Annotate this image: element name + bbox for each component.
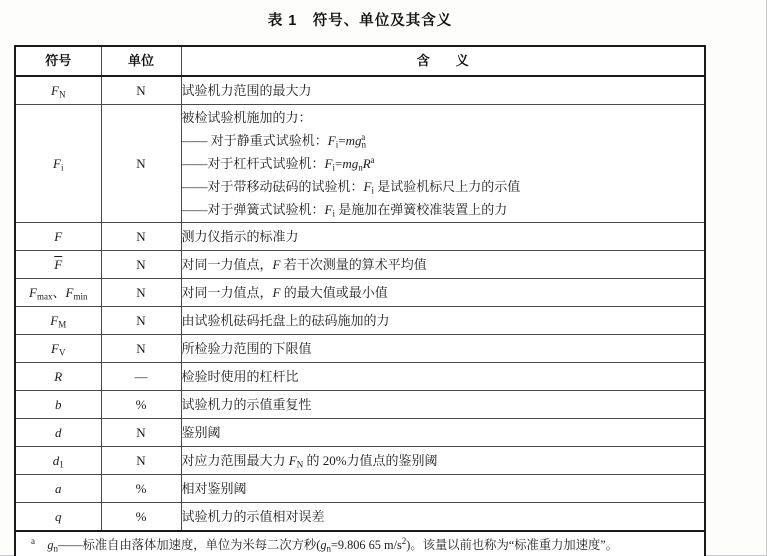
table-row [15, 251, 705, 279]
header-symbol: 符号 [15, 46, 101, 76]
meaning-cell: 被检试验机施加的力： —— 对于静重式试验机：$F_i=mg_n^a$ ——对于杠杆式试验机：$F_i=mg_nR^a$ ——对于带移动砝码的试验机：$F_i$ 是试验机标尺上力的示值 ——对于弹簧式试验机：$F_i$ 是施加在弹簧校准装置上的力 [181, 105, 705, 223]
meaning-cell: 所检验力范围的下限值 [181, 335, 705, 363]
header-unit: 单位 [101, 46, 181, 76]
table-row [15, 475, 705, 503]
unit-cell: N [101, 419, 181, 447]
table-row [15, 223, 705, 251]
symbol-cell: b [15, 391, 101, 419]
unit-cell: N [101, 307, 181, 335]
unit-cell: N [101, 279, 181, 307]
symbol-cell: d [15, 419, 101, 447]
unit-cell: N [101, 105, 181, 223]
table-row [15, 335, 705, 363]
unit-cell: N [101, 76, 181, 105]
meaning-cell: 测力仪指示的标准力 [181, 223, 705, 251]
symbol-cell: $F_V$ [15, 335, 101, 363]
meaning-cell: 试验机力的示值相对误差 [181, 503, 705, 532]
symbols-table [14, 45, 706, 556]
symbol-cell: $F_M$ [15, 307, 101, 335]
meaning-cell: 鉴别阈 [181, 419, 705, 447]
table-row [15, 391, 705, 419]
unit-cell: % [101, 503, 181, 532]
unit-cell: N [101, 223, 181, 251]
table-row [15, 105, 705, 223]
header-row [15, 46, 705, 76]
symbol-cell: F [15, 223, 101, 251]
symbol-cell: $F_i$ [15, 105, 101, 223]
table-title: 表 1 符号、单位及其含义 [267, 13, 453, 29]
symbol-cell: q [15, 503, 101, 532]
footnote-text: $^a$ $g_n——$标准自由落体加速度，单位为米每二次方秒($g_n=9.806$ 65 $m/s^2$)。该量以前也称为“标准重力加速度”。 [15, 531, 705, 556]
header-meaning: 含 义 [181, 46, 705, 76]
table-container [14, 45, 706, 556]
table-row [15, 363, 705, 391]
symbol-cell: $d_1$ [15, 447, 101, 475]
table-row [15, 76, 705, 105]
table-row [15, 279, 705, 307]
meaning-cell: 相对鉴别阈 [181, 475, 705, 503]
meaning-cell: 检验时使用的杠杆比 [181, 363, 705, 391]
table-row [15, 447, 705, 475]
meaning-cell: 试验机力的示值重复性 [181, 391, 705, 419]
table-row [15, 503, 705, 532]
symbol-cell: a [15, 475, 101, 503]
table-row [15, 419, 705, 447]
unit-cell: % [101, 391, 181, 419]
meaning-cell: 对同一力值点，F 的最大值或最小值 [181, 279, 705, 307]
symbol-cell: $F_N$ [15, 76, 101, 105]
symbol-cell: $\overline{F}$ [15, 251, 101, 279]
table-row [15, 307, 705, 335]
meaning-cell: 试验机力范围的最大力 [181, 76, 705, 105]
unit-cell: N [101, 251, 181, 279]
unit-cell: — [101, 363, 181, 391]
meaning-cell: 由试验机砝码托盘上的砝码施加的力 [181, 307, 705, 335]
symbol-cell: R [15, 363, 101, 391]
meaning-cell: 对同一力值点，F 若干次测量的算术平均值 [181, 251, 705, 279]
unit-cell: N [101, 335, 181, 363]
unit-cell: % [101, 475, 181, 503]
footnote-row [15, 531, 705, 556]
meaning-cell: 对应力范围最大力 $F_N$ 的 20%力值点的鉴别阈 [181, 447, 705, 475]
symbol-cell: $F_{max}$、$F_{min}$ [15, 279, 101, 307]
unit-cell: N [101, 447, 181, 475]
